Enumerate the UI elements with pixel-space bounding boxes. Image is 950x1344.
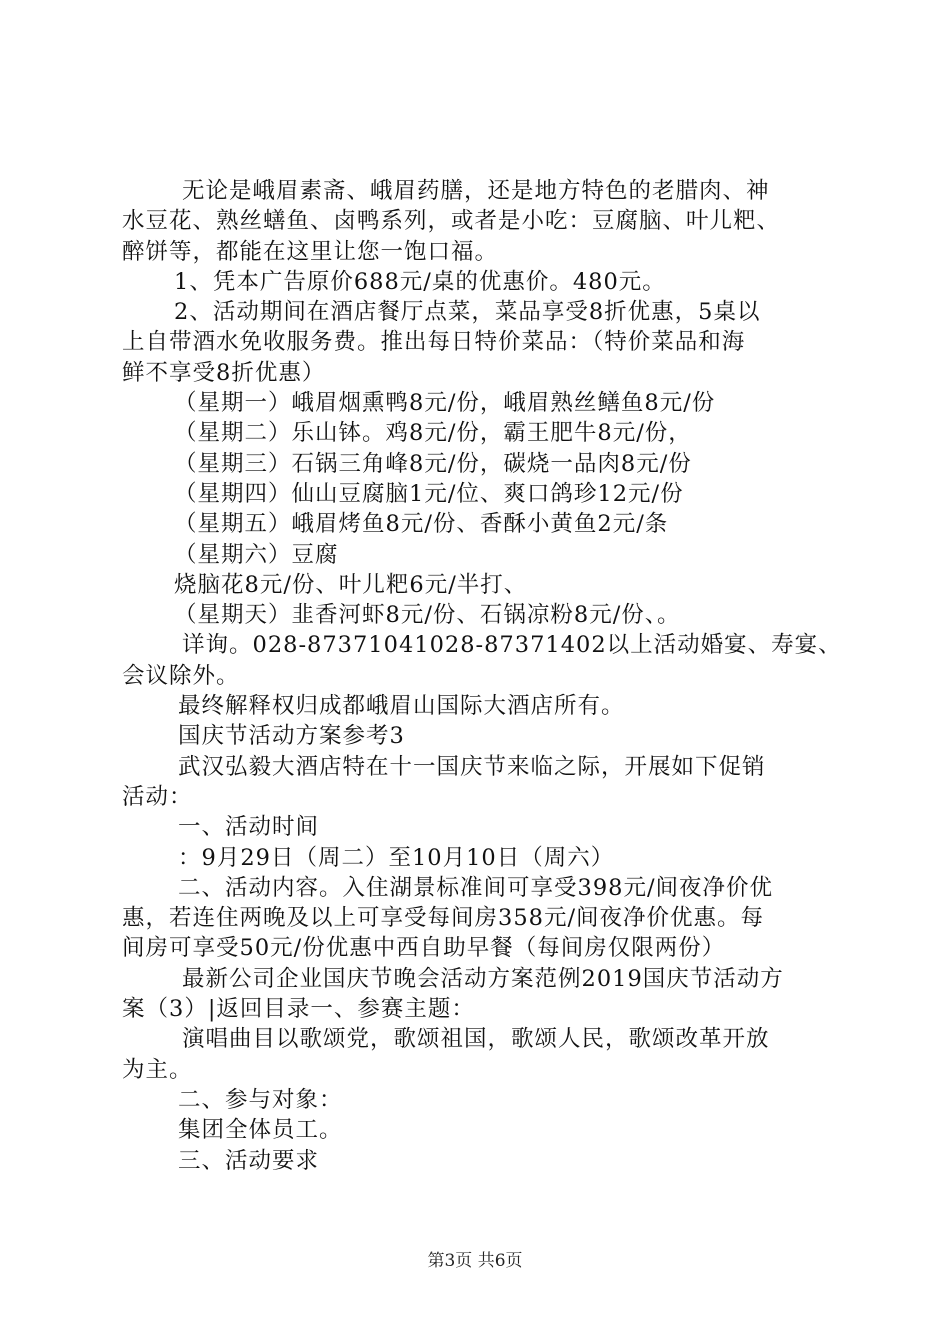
- paragraph-line: 2、活动期间在酒店餐厅点菜，菜品享受8折优惠，5桌以: [174, 299, 761, 326]
- paragraph-line: （星期三）石锅三角峰8元/份，碳烧一品肉8元/份: [174, 450, 692, 477]
- paragraph-line: 最新公司企业国庆节晚会活动方案范例2019国庆节活动方: [182, 965, 784, 992]
- paragraph-line: 1、凭本广告原价688元/桌的优惠价。480元。: [174, 268, 666, 295]
- paragraph-line: ：9月29日（周二）至10月10日（周六）: [178, 844, 615, 871]
- paragraph-line: 最终解释权归成都峨眉山国际大酒店所有。: [178, 693, 625, 720]
- paragraph-line: 演唱曲目以歌颂党，歌颂祖国，歌颂人民，歌颂改革开放: [182, 1026, 770, 1053]
- paragraph-line: （星期五）峨眉烤鱼8元/份、香酥小黄鱼2元/条: [174, 511, 669, 538]
- paragraph-line: 集团全体员工。: [178, 1117, 343, 1144]
- paragraph-line: 案（3）|返回目录一、参赛主题：: [122, 996, 475, 1023]
- paragraph-line: （星期二）乐山钵。鸡8元/份，霸王肥牛8元/份，: [174, 420, 692, 447]
- paragraph-line: 无论是峨眉素斋、峨眉药膳，还是地方特色的老腊肉、神: [182, 178, 770, 204]
- paragraph-line: 为主。: [122, 1056, 193, 1083]
- paragraph-line: 武汉弘毅大酒店特在十一国庆节来临之际，开展如下促销: [178, 753, 766, 780]
- paragraph-line: （星期天）韭香河虾8元/份、石锅凉粉8元/份、。: [174, 602, 681, 629]
- paragraph-line: 一、活动时间: [178, 814, 320, 841]
- paragraph-line: 上自带酒水免收服务费。推出每日特价菜品：（特价菜品和海: [122, 329, 746, 356]
- paragraph-line: 鲜不享受8折优惠）: [122, 359, 326, 386]
- paragraph-line: 活动：: [122, 783, 193, 810]
- paragraph-line: （星期四）仙山豆腐脑1元/位、爽口鸽珍12元/份: [174, 480, 684, 507]
- paragraph-line: 会议除外。: [122, 662, 240, 689]
- paragraph-line: 烧脑花8元/份、叶儿粑6元/半打、: [174, 571, 528, 598]
- paragraph-line: 二、参与对象：: [178, 1086, 343, 1113]
- page-number-footer: 第3页 共6页: [427, 1251, 523, 1271]
- paragraph-line: 惠，若连住两晚及以上可享受每间房358元/间夜净价优惠。每: [122, 905, 765, 932]
- document-body: [122, 176, 842, 1176]
- paragraph-line: （星期一）峨眉烟熏鸭8元/份，峨眉熟丝鳝鱼8元/份: [174, 390, 716, 417]
- paragraph-line: 间房可享受50元/份优惠中西自助早餐（每间房仅限两份）: [122, 935, 726, 962]
- paragraph-line: 水豆花、熟丝蟮鱼、卤鸭系列，或者是小吃：豆腐脑、叶儿粑、: [122, 208, 781, 235]
- paragraph-line: 二、活动内容。入住湖景标准间可享受398元/间夜净价优: [178, 874, 774, 901]
- paragraph-line: 国庆节活动方案参考3: [178, 723, 405, 750]
- paragraph-line: 醉饼等，都能在这里让您一饱口福。: [122, 238, 499, 265]
- paragraph-line: （星期六）豆腐: [174, 541, 339, 568]
- paragraph-line: 三、活动要求: [178, 1147, 320, 1174]
- paragraph-line: 详询。028-87371041028-87371402以上活动婚宴、寿宴、: [182, 632, 842, 659]
